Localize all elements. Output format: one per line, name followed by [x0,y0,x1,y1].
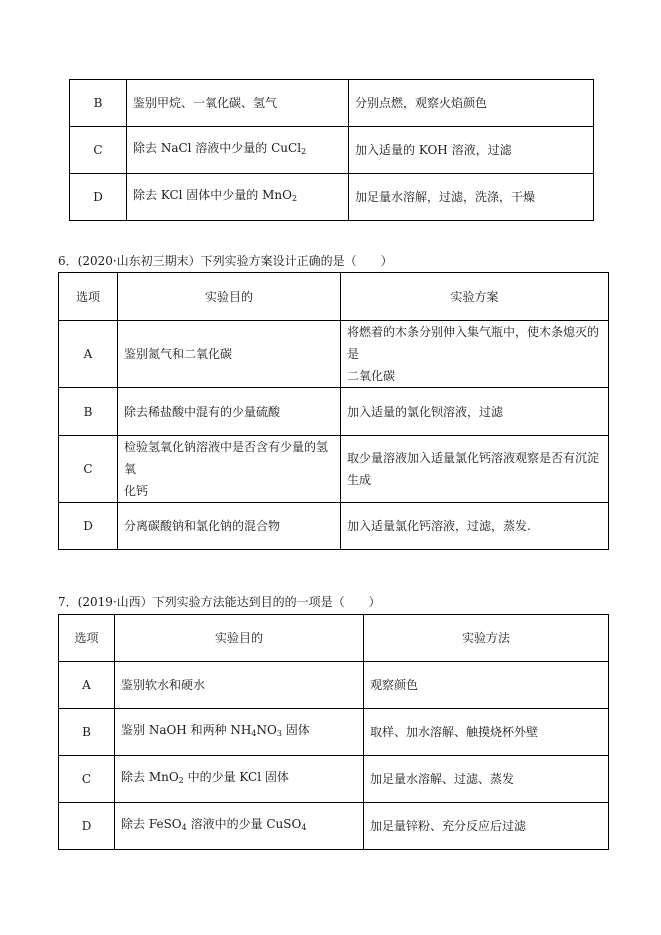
header-method: 实验方法 [364,615,609,662]
option-cell: D [59,503,118,550]
header-plan: 实验方案 [341,273,609,321]
question-6-title: 6．(2020·山东初三期末）下列实验方案设计正确的是（ ） [58,254,393,268]
method-cell: 加入适量的 KOH 溶液，过滤 [349,127,594,174]
table-row [70,127,594,174]
table-row [59,321,609,388]
option-cell: D [70,174,127,221]
purpose-cell: 鉴别软水和硬水 [115,662,364,709]
plan-cell: 加入适量氯化钙溶液，过滤，蒸发. [341,503,609,550]
header-option: 选项 [59,273,118,321]
method-cell: 观察颜色 [364,662,609,709]
table-header-row [59,273,609,321]
purpose-cell: 除去 KCl 固体中少量的 MnO$_2$ [127,174,349,221]
table-row [59,756,609,803]
table-row [59,803,609,850]
purpose-cell: 除去 NaCl 溶液中少量的 CuCl$_2$ [127,127,349,174]
question-6-table [58,272,609,550]
header-option: 选项 [59,615,115,662]
option-cell: B [59,388,118,436]
plan-cell: 取少量溶液加入适量氯化钙溶液观察是否有沉淀 生成 [341,436,609,503]
plan-cell: 加入适量的氯化钡溶液，过滤 [341,388,609,436]
option-cell: C [70,127,127,174]
method-cell: 加足量锌粉、充分反应后过滤 [364,803,609,850]
method-cell: 加足量水溶解、过滤、蒸发 [364,756,609,803]
header-purpose: 实验目的 [118,273,341,321]
purpose-cell: 鉴别甲烷、一氧化碳、氢气 [127,80,349,127]
option-cell: B [59,709,115,756]
table-row [59,662,609,709]
table-row [59,388,609,436]
purpose-cell: 鉴别 NaOH 和两种 $NH_4NO_3$ 固体 [115,709,364,756]
purpose-cell: 检验氢氧化钠溶液中是否含有少量的氢氧 化钙 [118,436,341,503]
question-7-title: 7．(2019·山西）下列实验方法能达到目的的一项是（ ） [58,595,381,609]
table-row [70,80,594,127]
option-cell: B [70,80,127,127]
purpose-cell: 鉴别氮气和二氧化碳 [118,321,341,388]
purpose-cell: 分离碳酸钠和氯化钠的混合物 [118,503,341,550]
method-cell: 分别点燃，观察火焰颜色 [349,80,594,127]
purpose-cell: 除去 FeSO$_4$ 溶液中的少量 CuSO$_4$ [115,803,364,850]
plan-cell: 将燃着的木条分别伸入集气瓶中，使木条熄灭的是 二氧化碳 [341,321,609,388]
method-cell: 加足量水溶解，过滤，洗涤，干燥 [349,174,594,221]
question-7-table [58,614,609,850]
header-purpose: 实验目的 [115,615,364,662]
table-row [59,503,609,550]
table-row [59,436,609,503]
option-cell: A [59,321,118,388]
table-row [70,174,594,221]
top-table [69,79,594,221]
purpose-cell: 除去 MnO$_2$ 中的少量 KCl 固体 [115,756,364,803]
table-header-row [59,615,609,662]
option-cell: C [59,436,118,503]
option-cell: A [59,662,115,709]
option-cell: D [59,803,115,850]
table-row [59,709,609,756]
option-cell: C [59,756,115,803]
purpose-cell: 除去稀盐酸中混有的少量硫酸 [118,388,341,436]
method-cell: 取样、加水溶解、触摸烧杯外壁 [364,709,609,756]
